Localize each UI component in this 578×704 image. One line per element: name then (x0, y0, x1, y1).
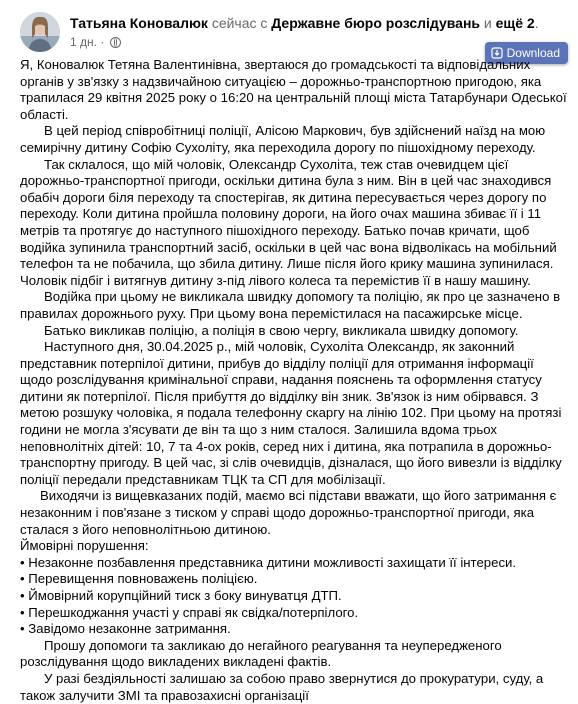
meta-separator: · (100, 35, 105, 49)
paragraph-5: Батько викликав поліцію, а поліція в свою чергу, викликала швидку допомогу. (44, 322, 519, 338)
closing-paragraph-1: Прошу допомоги та закликаю до негайного реагування та неупередженого розслідування щодо викладених викладені фактів. (20, 637, 502, 670)
header-period: . (534, 15, 539, 31)
tagged-page[interactable]: Державне бюро розслідувань (271, 15, 481, 31)
header-title (70, 14, 568, 32)
paragraph-1: Я, Коновалюк Тетяна Валентинівна, звертаюся до громадськості та відповідальних органів у зв'язку з надзвичайною ситуацією – дорожньо-транспортною пригодою, яка трапилася 29 квітня 2025 року о 16:20 на центральній площі міста Татарбунари Одеської області. (20, 57, 567, 122)
violation-item: • Перешкоджання участі у справі як свідка/потерпілого. (20, 604, 359, 620)
violations-title: Ймовірні порушення: (20, 538, 149, 554)
post-time[interactable]: 1 дн. (70, 35, 97, 49)
violation-item: • Незаконне позбавлення представника дитини можливості захищати її інтереси. (20, 554, 517, 570)
avatar[interactable] (20, 12, 60, 52)
paragraph-2: В цей період співробітниці поліції, Алісою Маркович, був здійснений наїзд на мою семирічну дитину Софію Сухоліту, яка переходила дорогу по пішохідному переходу. (20, 123, 546, 155)
post-body (20, 57, 570, 704)
author-name[interactable]: Татьяна Коновалюк (70, 15, 208, 31)
paragraph-6: Наступного дня, 30.04.2025 р., мій чоловік, Сухоліта Олександр, як законний представник потерпілої дитини, прибув до відділу поліції для отримання інформації щодо розслідування кримінальної справи, надання пояснень та оформлення статусу дитини як потерпілої. Після прибуття до відділку він зник. Зв'язок із ним обірвався. З метою розшуку чоловіка, я подала телефонну скаргу на лінію 102. При цьому на протязі години не могла з'ясувати де він та що з ним сталося. Залишила вдома трьох неповнолітніх дітей: 10, 7 та 4-ох років, серед них і дитина, яка потрапила в дорожньо-транспортну пригоду. В цей час, зі слів очевидців, дізналася, що його вивезли із відділку поліції передали представникам ТЦК та СП для мобілізації. (20, 339, 562, 487)
paragraph-4: Водійка при цьому не викликала швидку допомогу та поліцію, як про це зазначено в правилах дорожнього руху. При цьому вона перемістилася на пасажирське місце. (20, 289, 561, 321)
violation-item: • Ймовірний корупційний тиск з боку винуватця ДТП. (20, 588, 342, 603)
closing-paragraph-2: У разі бездіяльності залишаю за собою право звернутися до прокуратури, суду, а також залучити ЗМІ та правозахисні організації (20, 670, 544, 703)
connector-text-2: и (483, 15, 492, 31)
connector-text: сейчас с (211, 15, 268, 31)
paragraph-7: Виходячи із вищевказаних подій, маємо всі підстави вважати, що його затримання є незаконним і пов'язане з тиском у справі щодо дорожньо-транспортної пригоди, яка сталася з його неповнолітньою дитиною. (20, 488, 557, 537)
violation-item: • Завідомо незаконне затримання. (20, 621, 231, 637)
download-label: Download (506, 46, 560, 60)
violation-item: • Перевищення повноважень поліцією. (20, 571, 258, 587)
paragraph-3: Так склалося, що мій чоловік, Олександр Сухоліта, теж став очевидцем цієї дорожньо-транспортної пригоди, оскільки дитина була з ним. Він в цей час знаходився обабіч дороги біля переходу та спостерігав, як дитина пересувається через дорогу по переходу. Коли дитина пройшла половину дороги, на його очах машина збиває її і 11 метрів та протягує до наступного пішохідного переходу. Батько почав кричати, щоб водійка зупинила транспортний засіб, оскільки в цей час вона відволікась на мобільний телефон та не побачила, що збила дитину. Лише після його крику машина зупинилася. Чоловік підбіг і витягнув дитину з-під лівого колеса та перемістив її в нашу машину. (20, 156, 557, 288)
globe-icon (110, 37, 121, 48)
others-link[interactable]: ещё 2 (495, 15, 535, 31)
